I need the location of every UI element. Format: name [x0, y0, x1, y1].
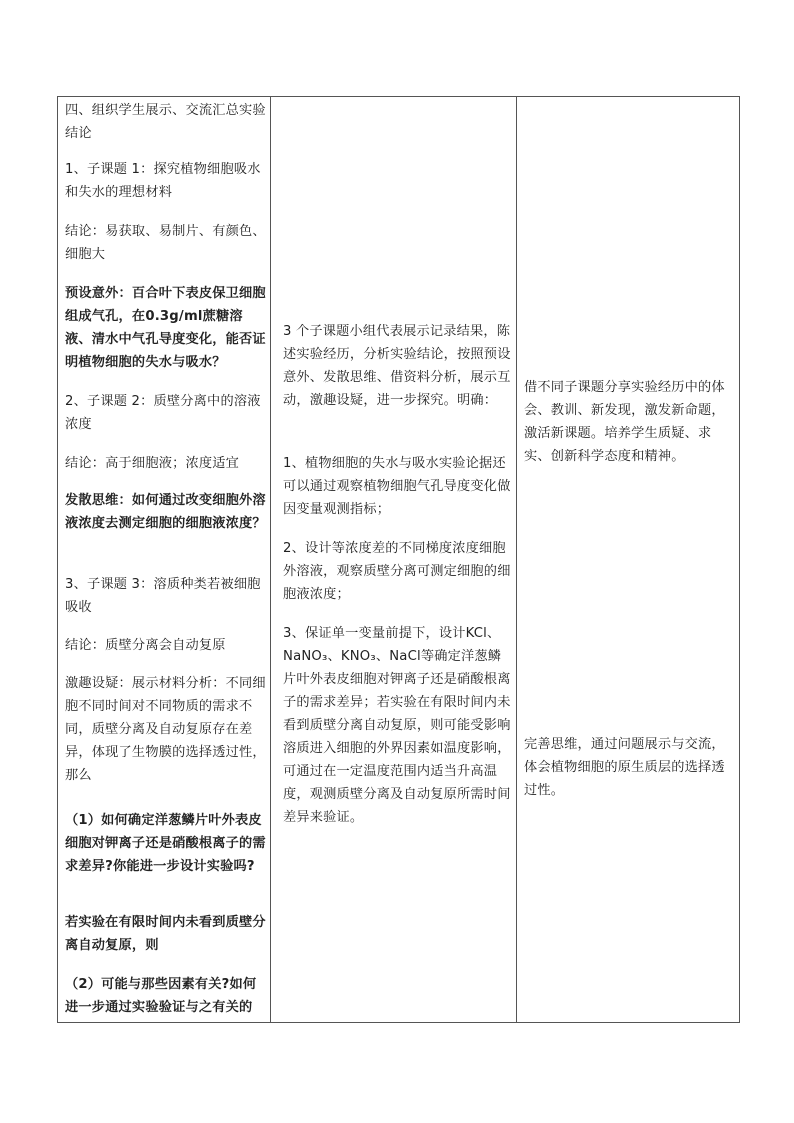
subtopic-1-title: 1、子课题 1：探究植物细胞吸水和失水的理想材料 — [65, 162, 261, 200]
teaching-content-cell — [58, 97, 271, 1023]
student-activity-cell — [271, 97, 517, 1023]
question-1: （1）如何确定洋葱鳞片叶外表皮细胞对钾离子还是硝酸根离子的需求差异?你能进一步设计实验吗? — [65, 813, 266, 874]
activity-point-1: 1、植物细胞的失水与吸水实验论据还可以通过观察植物细胞气孔导度变化做因变量观测指标； — [283, 456, 511, 517]
subtopic-2-title: 2、子课题 2：质壁分离中的溶液浓度 — [65, 394, 261, 432]
subtopic-3-conclusion: 结论：质壁分离会自动复原 — [65, 638, 226, 653]
design-note-1: 借不同子课题分享实验经历中的体会、教训、新发现，激发新命题，激活新课题。培养学生质疑、求实、创新科学态度和精神。 — [524, 380, 725, 464]
activity-intro: 3 个子课题小组代表展示记录结果，陈述实验经历，分析实验结论，按照预设意外、发散思维、借资料分析，展示互动，激趣设疑，进一步探究。明确： — [283, 324, 511, 408]
subtopic-1-preset-surprise: 预设意外：百合叶下表皮保卫细胞组成气孔，在0.3g/ml蔗糖溶液、清水中气孔导度变化，能否证明植物细胞的失水与吸水？ — [65, 286, 266, 370]
subtopic-2-conclusion: 结论：高于细胞液；浓度适宜 — [65, 456, 240, 471]
subtopic-2-divergent-thinking: 发散思维：如何通过改变细胞外溶液浓度去测定细胞的细胞液浓度？ — [65, 493, 266, 531]
activity-point-2: 2、设计等浓度差的不同梯度浓度细胞外溶液，观察质壁分离可测定细胞的细胞液浓度； — [283, 541, 511, 602]
question-2: （2）可能与那些因素有关?如何进一步通过实验验证与之有关的 — [65, 977, 257, 1015]
point3-suffix: 等确定洋葱鳞片叶外表皮细胞对钾离子还是硝酸根离子的需求差异；若实验在有限时间内未看到质壁分离自动复原，则可能受影响溶质进入细胞的外界因素如温度影响，可通过在一定温度范围内适当升高温度，观测质壁分离及自动复原所需时间差异来验证。 — [283, 649, 511, 825]
subtopic-3-title: 3、子课题 3：溶质种类若被细胞吸收 — [65, 577, 261, 615]
point3-chemicals: KCl、NaNO₃、KNO₃、NaCl — [283, 626, 501, 664]
conclusion-text: 结论：易获取、易制片、有颜色、细胞大 — [65, 224, 266, 262]
design-intent-cell — [517, 97, 740, 1023]
subtopic-1-conclusion — [65, 220, 267, 266]
lesson-plan-table — [57, 96, 740, 1023]
point3-prefix: 3、保证单一变量前提下，设计 — [283, 626, 466, 641]
activity-point-3 — [283, 622, 511, 829]
design-note-2: 完善思维，通过问题展示与交流，体会植物细胞的原生质层的选择透过性。 — [524, 737, 725, 798]
condition-statement: 若实验在有限时间内未看到质壁分离自动复原，则 — [65, 915, 266, 953]
section-heading: 四、组织学生展示、交流汇总实验结论 — [65, 103, 266, 141]
subtopic-3-inspire: 激趣设疑：展示材料分析：不同细胞不同时间对不同物质的需求不同，质壁分离及自动复原存在差异，体现了生物膜的选择透过性，那么 — [65, 676, 266, 783]
table-row — [58, 97, 740, 1023]
